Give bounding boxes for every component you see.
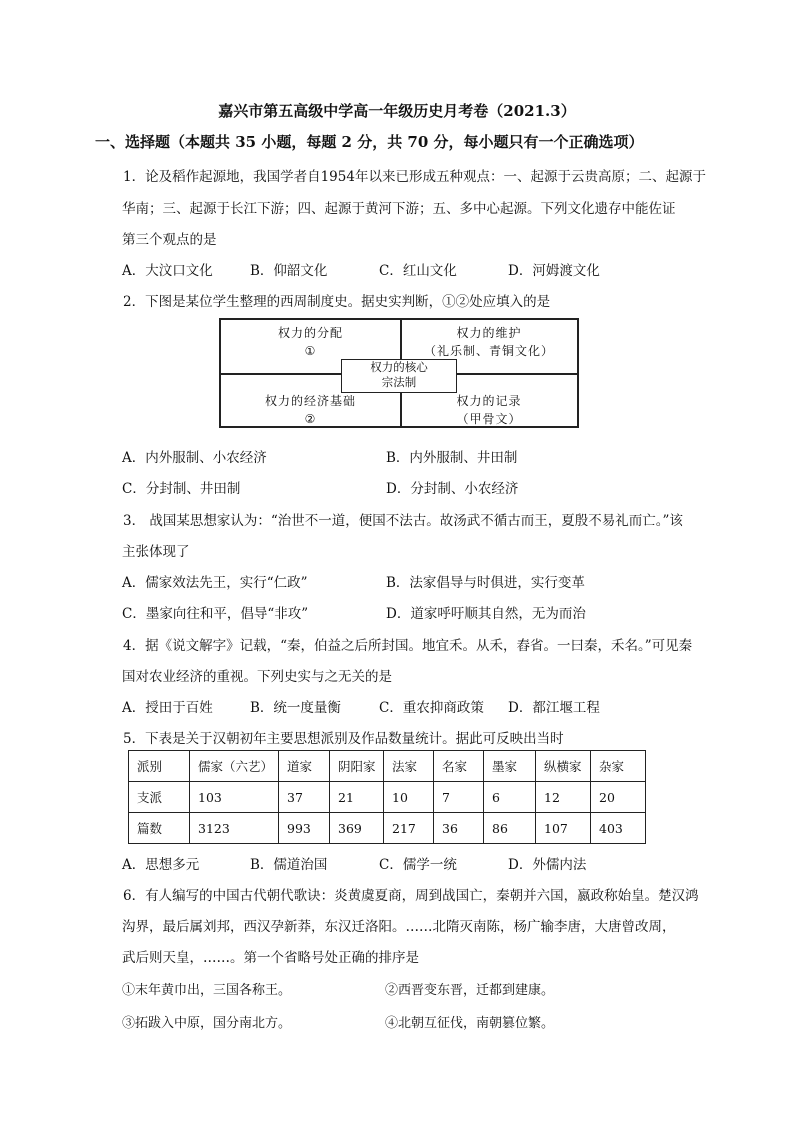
table-cell: 6 [484,782,536,813]
table-cell: 103 [190,782,279,813]
q2-option-b[interactable]: B．内外服制、井田制 [386,450,518,466]
school-stats-table [128,750,646,844]
table-cell: 纵横家 [536,751,591,782]
table-cell: 86 [484,813,536,844]
table-cell: 993 [279,813,330,844]
table-cell: 369 [330,813,384,844]
table-cell: 7 [434,782,484,813]
q4-line-2: 国对农业经济的重视。下列史实与之无关的是 [122,669,392,685]
table-cell: 阴阳家 [330,751,384,782]
q2-line-1: 2．下图是某位学生整理的西周制度史。据史实判断，①②处应填入的是 [123,294,551,310]
q1-option-b[interactable]: B．仰韶文化 [250,263,328,279]
table-cell: 37 [279,782,330,813]
q2-option-d[interactable]: D．分封制、小农经济 [386,481,519,497]
diagram-cell-top-left: 权力的分配 ① [277,326,343,358]
q5-line-1: 5．下表是关于汉朝初年主要思想派别及作品数量统计。据此可反映出当时 [123,731,564,747]
table-cell: 墨家 [484,751,536,782]
q2-option-c[interactable]: C．分封制、井田制 [122,481,241,497]
q5-option-c[interactable]: C．儒学一统 [379,857,457,873]
table-cell: 3123 [190,813,279,844]
q3-option-b[interactable]: B．法家倡导与时俱进，实行变革 [386,575,585,591]
table-cell: 107 [536,813,591,844]
q1-option-a[interactable]: A．大汶口文化 [122,263,213,279]
table-row [129,782,646,813]
q3-line-2: 主张体现了 [122,544,190,560]
q1-line-1: 1．论及稻作起源地，我国学者自1954年以来已形成五种观点：一、起源于云贵高原；二、起源于 [123,169,706,185]
q4-option-a[interactable]: A．授田于百姓 [122,700,213,716]
table-cell: 403 [591,813,646,844]
table-cell: 名家 [434,751,484,782]
diagram-center-box: 权力的核心 宗法制 [341,359,457,393]
q4-line-1: 4．据《说文解字》记载，“秦，伯益之后所封国。地宜禾。从禾，舂省。一曰秦，禾名。”可见秦 [123,638,693,654]
q4-option-c[interactable]: C．重农抑商政策 [379,700,484,716]
table-cell: 10 [384,782,434,813]
diagram-cell-top-right: 权力的维护 （礼乐制、青铜文化） [423,326,554,358]
table-cell: 杂家 [591,751,646,782]
page-title: 嘉兴市第五高级中学高一年级历史月考卷（2021.3） [218,102,576,120]
diagram-cell-bottom-right: 权力的记录 （甲骨文） [456,394,522,426]
q4-option-b[interactable]: B．统一度量衡 [250,700,341,716]
q5-option-b[interactable]: B．儒道治国 [250,857,328,873]
q1-line-3: 第三个观点的是 [122,232,217,248]
table-cell: 儒家（六艺） [190,751,279,782]
table-cell: 12 [536,782,591,813]
q6-item-2: ②西晋变东晋，迁都到建康。 [385,983,555,998]
table-cell: 派别 [129,751,190,782]
q6-item-1: ①末年黄巾出，三国各称王。 [122,983,292,998]
table-cell: 217 [384,813,434,844]
q3-option-d[interactable]: D．道家呼吁顺其自然，无为而治 [386,606,586,622]
q2-option-a[interactable]: A．内外服制、小农经济 [122,450,267,466]
q6-item-4: ④北朝互征伐，南朝篡位繁。 [385,1016,555,1031]
q6-line-3: 武后则天皇，……。第一个省略号处正确的排序是 [122,950,419,966]
table-cell: 法家 [384,751,434,782]
q6-line-1: 6．有人编写的中国古代朝代歌诀：炎黄虞夏商，周到战国亡，秦朝并六国，嬴政称始皇。楚汉鸿 [123,888,699,904]
q3-option-c[interactable]: C．墨家向往和平，倡导“非攻” [122,606,309,622]
table-header-row [129,751,646,782]
diagram-cell-bottom-left: 权力的经济基础 ② [264,394,356,426]
q1-option-c[interactable]: C．红山文化 [379,263,457,279]
q1-option-d[interactable]: D．河姆渡文化 [508,263,600,279]
q3-option-a[interactable]: A．儒家效法先王，实行“仁政” [122,575,308,591]
table-row [129,813,646,844]
q5-option-a[interactable]: A．思想多元 [122,857,200,873]
table-cell: 篇数 [129,813,190,844]
table-cell: 道家 [279,751,330,782]
table-cell: 支派 [129,782,190,813]
western-zhou-diagram [219,318,579,428]
q4-option-d[interactable]: D．都江堰工程 [508,700,600,716]
table-cell: 36 [434,813,484,844]
section-heading: 一、选择题（本题共 35 小题，每题 2 分，共 70 分，每小题只有一个正确选项） [95,133,644,151]
q1-line-2: 华南；三、起源于长江下游；四、起源于黄河下游；五、多中心起源。下列文化遗存中能佐证 [122,201,676,217]
q6-item-3: ③拓跋入中原，国分南北方。 [122,1016,292,1031]
q6-line-2: 沟界，最后属刘邦，西汉孕新莽，东汉迁洛阳。……北隋灭南陈，杨广输李唐，大唐曾改周， [122,919,676,935]
table-cell: 20 [591,782,646,813]
q5-option-d[interactable]: D．外儒内法 [508,857,587,873]
table-cell: 21 [330,782,384,813]
q3-line-1: 3． 战国某思想家认为：“治世不一道，便国不法古。故汤武不循古而王，夏殷不易礼而亡。”该 [123,513,683,529]
